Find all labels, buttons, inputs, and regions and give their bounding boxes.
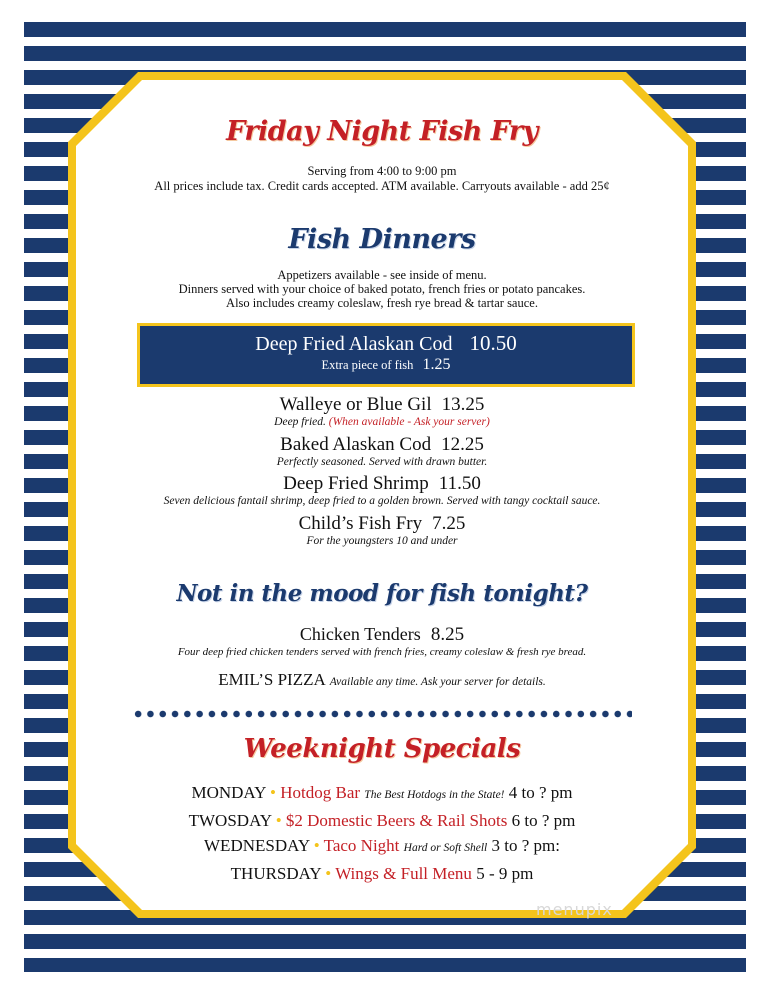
featured-extra-label: Extra piece of fish [321, 358, 414, 372]
menu-item [76, 473, 688, 508]
menu-item [76, 513, 688, 548]
special-time: 5 - 9 pm [476, 864, 534, 883]
menu-item-note: (When available - Ask your server) [328, 416, 490, 428]
special-time: 4 to ? pm [508, 783, 573, 802]
specials-title: Weeknight Specials [243, 734, 521, 764]
special-name: Hotdog Bar [280, 783, 361, 802]
menu-item-name: Walleye or Blue Gil [279, 394, 432, 415]
special-row [76, 861, 688, 886]
payment-notes: All prices include tax. Credit cards accepted. ATM available. Carryouts available - add 25¢ [154, 179, 610, 193]
fish-dinners-desc-3: Also includes creamy coleslaw, fresh rye bread & tartar sauce. [226, 296, 538, 310]
pizza-line [76, 670, 688, 690]
menu-content [76, 80, 688, 910]
special-bullet: • [325, 864, 332, 883]
chicken-desc: Four deep fried chicken tenders served with french fries, creamy coleslaw & fresh rye bread. [177, 646, 587, 658]
menu-item-price: 12.25 [441, 434, 484, 455]
special-name: Taco Night [323, 836, 400, 855]
menu-item-desc: Deep fried. [274, 416, 326, 428]
special-day: WEDNESDAY [204, 836, 310, 855]
special-bullet: • [275, 811, 282, 830]
menu-item-desc: Perfectly seasoned. Served with drawn butter. [276, 456, 488, 468]
chicken-name: Chicken Tenders [299, 624, 421, 644]
menu-item-name: Deep Fried Shrimp [283, 473, 429, 494]
special-row [76, 808, 688, 833]
pizza-name: EMIL’S PIZZA [218, 670, 326, 689]
menu-item-price: 11.50 [438, 473, 481, 494]
menu-item [76, 434, 688, 469]
special-time: 3 to ? pm: [491, 836, 560, 855]
specials-list [76, 780, 688, 886]
featured-item-band [137, 323, 635, 387]
special-day: THURSDAY [230, 864, 322, 883]
menu-item-name: Baked Alaskan Cod [280, 434, 432, 455]
special-desc: Hard or Soft Shell [403, 842, 488, 854]
featured-item-price: 10.50 [469, 331, 517, 355]
chicken-tenders [76, 623, 688, 659]
menu-item [76, 394, 688, 429]
special-day: TWOSDAY [188, 811, 272, 830]
special-bullet: • [270, 783, 276, 802]
special-day: MONDAY [191, 783, 266, 802]
special-row [76, 833, 688, 861]
special-name: Wings & Full Menu [335, 864, 472, 883]
fish-dinners-desc-2: Dinners served with your choice of baked potato, french fries or potato pancakes. [178, 282, 586, 296]
serving-hours: Serving from 4:00 to 9:00 pm [307, 164, 457, 178]
dotted-divider [132, 710, 632, 718]
featured-extra-price: 1.25 [422, 356, 451, 373]
special-bullet: • [313, 836, 320, 855]
page-title: Friday Night Fish Fry [226, 116, 538, 147]
special-name: $2 Domestic Beers & Rail Shots [285, 811, 508, 830]
menu-item-desc: Seven delicious fantail shrimp, deep fried to a golden brown. Served with tangy cocktail sauce. [163, 495, 601, 507]
fish-dinners-title: Fish Dinners [288, 224, 476, 255]
fish-dinners-desc-1: Appetizers available - see inside of menu. [277, 268, 487, 282]
featured-item-name: Deep Fried Alaskan Cod [255, 333, 453, 355]
menu-item-price: 7.25 [432, 513, 466, 534]
menu-item-desc: For the youngsters 10 and under [306, 535, 458, 547]
menu-item-price: 13.25 [441, 394, 485, 415]
special-desc: The Best Hotdogs in the State! [364, 789, 505, 801]
special-row [76, 780, 688, 808]
pizza-desc: Available any time. Ask your server for details. [329, 676, 546, 688]
special-time: 6 to ? pm [511, 811, 576, 830]
menu-item-name: Child’s Fish Fry [298, 513, 423, 534]
non-fish-title: Not in the mood for fish tonight? [176, 580, 588, 607]
menupix-watermark: menupix [536, 900, 613, 919]
chicken-price: 8.25 [430, 624, 465, 645]
